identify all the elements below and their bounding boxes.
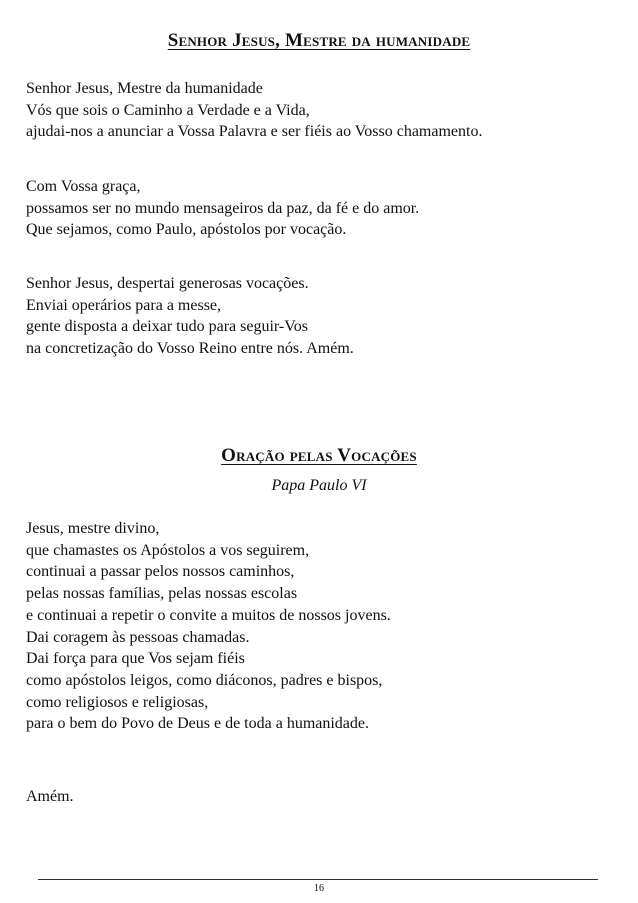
- prayer1-line: Senhor Jesus, despertai generosas vocações.: [26, 275, 309, 292]
- prayer1-line: Com Vossa graça,: [26, 178, 141, 195]
- prayer1-line: na concretização do Vosso Reino entre nós. Amém.: [26, 340, 354, 358]
- prayer2-line: Dai coragem às pessoas chamadas.: [26, 628, 250, 646]
- prayer1-stanza-1: [26, 78, 616, 143]
- prayer1-line: Vós que sois o Caminho a Verdade e a Vida,: [26, 101, 310, 119]
- prayer1-line: possamos ser no mundo mensageiros da paz, da fé e do amor.: [26, 199, 420, 217]
- prayer2-author: Papa Paulo VI: [271, 477, 367, 494]
- prayer2-line: como apóstolos leigos, como diáconos, padres e bispos,: [26, 671, 383, 689]
- prayer1-line: Senhor Jesus, Mestre da humanidade: [26, 80, 263, 97]
- prayer1-stanza-2: [26, 176, 616, 241]
- prayer1-line: Enviai operários para a messe,: [26, 296, 222, 314]
- prayer2-line: para o bem do Povo de Deus e de toda a humanidade.: [26, 715, 370, 733]
- footer-divider: [38, 879, 598, 880]
- prayer2-line: pelas nossas famílias, pelas nossas escolas: [26, 585, 298, 603]
- prayer2-line: que chamastes os Apóstolos a vos seguirem,: [26, 541, 310, 559]
- prayer2-line: continuai a passar pelos nossos caminhos,: [26, 563, 295, 581]
- prayer1-title: Senhor Jesus, Mestre da humanidade: [167, 30, 471, 51]
- prayer2-stanza-1: [26, 518, 616, 735]
- prayer2-title: Oração pelas Vocações: [221, 445, 417, 466]
- prayer1-line: Que sejamos, como Paulo, apóstolos por vocação.: [26, 221, 347, 239]
- prayer1-line: ajudai-nos a anunciar a Vossa Palavra e ser fiéis ao Vosso chamamento.: [26, 123, 483, 141]
- prayer2-line: e continuai a repetir o convite a muitos de nossos jovens.: [26, 606, 391, 624]
- prayer2-line: Jesus, mestre divino,: [26, 520, 160, 537]
- prayer2-line: Dai força para que Vos sejam fiéis: [26, 650, 245, 668]
- prayer1-stanza-3: [26, 273, 616, 360]
- prayer1-line: gente disposta a deixar tudo para seguir-Vos: [26, 318, 308, 336]
- prayer2-stanza-2: [26, 786, 616, 808]
- page-number: 16: [314, 883, 324, 894]
- prayer2-line: Amém.: [26, 788, 74, 805]
- prayer2-line: como religiosos e religiosas,: [26, 693, 209, 711]
